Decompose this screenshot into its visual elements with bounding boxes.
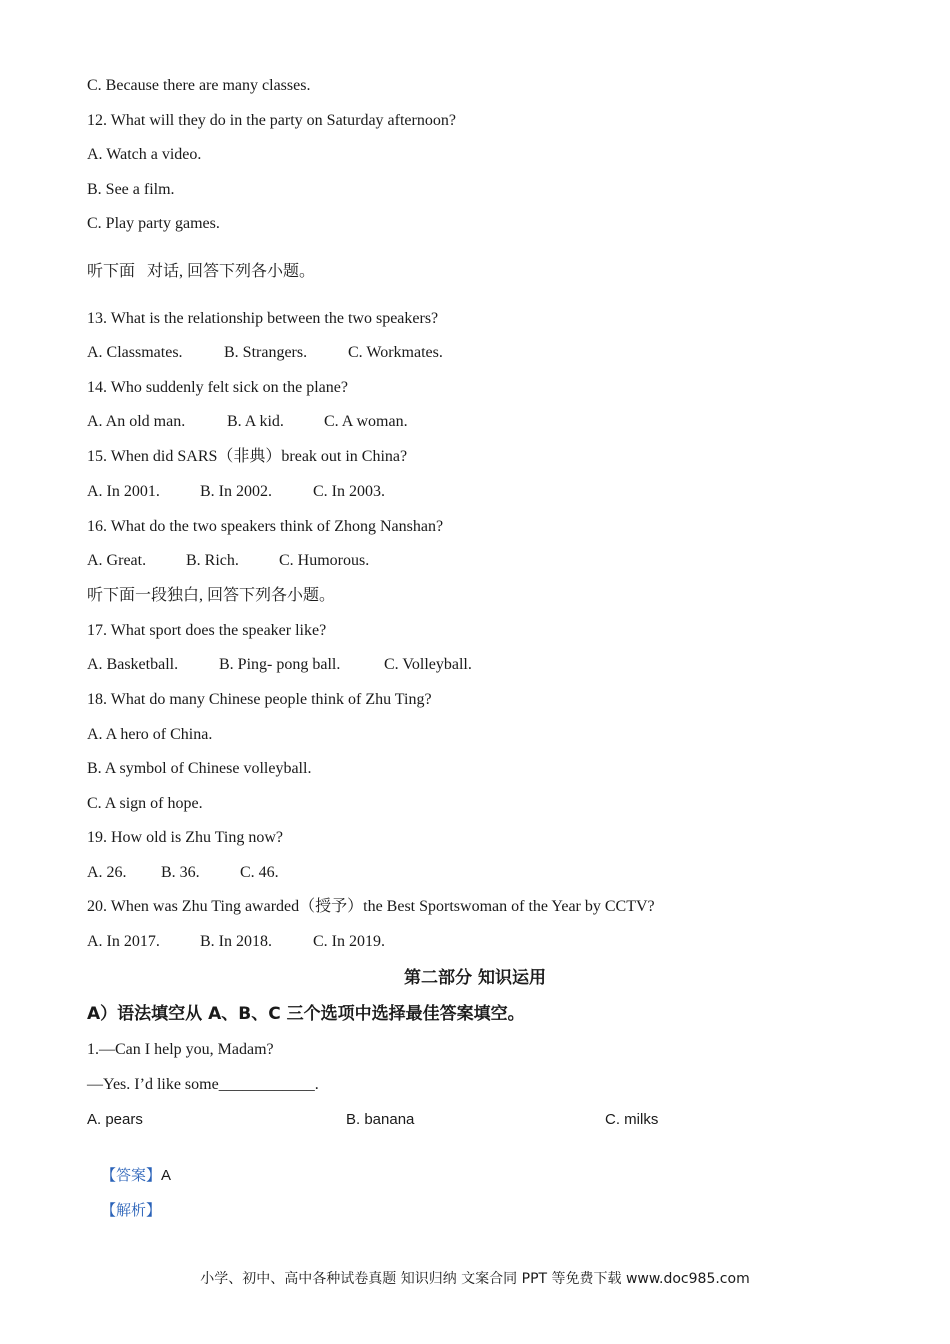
option-c: C. Humorous. [279,552,370,569]
section-heading: A）语法填空从 A、B、C 三个选项中选择最佳答案填空。 [87,1004,525,1024]
option-line: C. Because there are many classes. [87,77,311,94]
question-18: 18. What do many Chinese people think of Zhu Ting? [87,691,432,708]
answer-label: 【答案】 [101,1166,162,1184]
question-12: 12. What will they do in the party on Saturday afternoon? [87,112,456,129]
option-line: C. A sign of hope. [87,795,203,812]
question-14: 14. Who suddenly felt sick on the plane? [87,379,348,396]
grammar-question-1: 1.—Can I help you, Madam? [87,1041,274,1058]
question-20: 20. When was Zhu Ting awarded（授予）the Best Sportswoman of the Year by CCTV? [87,898,655,915]
option-line: B. A symbol of Chinese volleyball. [87,760,312,777]
option-a: A. In 2017. [87,933,160,950]
option-a: A. 26. [87,864,127,881]
analysis-row [85,1180,161,1241]
option-c: C. In 2019. [313,933,385,950]
option-b: B. Ping- pong ball. [219,656,341,673]
option-b: B. A kid. [227,413,284,430]
option-b: B. 36. [161,864,200,881]
listening-instruction: 听下面一段独白, 回答下列各小题。 [87,587,336,604]
option-c: C. Volleyball. [384,656,472,673]
option-b: B. In 2018. [200,933,272,950]
question-17: 17. What sport does the speaker like? [87,622,327,639]
answer-value: A [161,1167,172,1184]
listening-instruction: 听下面 对话, 回答下列各小题。 [87,263,316,280]
option-a: A. pears [87,1111,143,1128]
option-line: C. Play party games. [87,215,220,232]
option-b: B. Rich. [186,552,239,569]
part-heading: 第二部分 知识运用 [404,968,546,988]
grammar-question-1-line2: —Yes. I’d like some____________. [87,1076,319,1093]
option-b: B. banana [346,1111,415,1128]
option-a: A. Classmates. [87,344,183,361]
analysis-label: 【解析】 [101,1201,162,1219]
option-c: C. Workmates. [348,344,443,361]
option-c: C. In 2003. [313,483,385,500]
option-line: A. Watch a video. [87,146,202,163]
option-a: A. Great. [87,552,147,569]
option-a: A. Basketball. [87,656,179,673]
option-a: A. An old man. [87,413,186,430]
question-13: 13. What is the relationship between the two speakers? [87,310,439,327]
option-b: B. In 2002. [200,483,272,500]
question-19: 19. How old is Zhu Ting now? [87,829,284,846]
option-b: B. Strangers. [224,344,308,361]
question-15: 15. When did SARS（非典）break out in China? [87,448,408,465]
option-c: C. milks [605,1111,659,1128]
option-c: C. A woman. [324,413,408,430]
page-footer: 小学、初中、高中各种试卷真题 知识归纳 文案合同 PPT 等免费下载 www.doc985.com [200,1271,750,1287]
option-c: C. 46. [240,864,279,881]
option-a: A. In 2001. [87,483,160,500]
question-16: 16. What do the two speakers think of Zhong Nanshan? [87,518,444,535]
option-line: A. A hero of China. [87,726,213,743]
option-line: B. See a film. [87,181,175,198]
